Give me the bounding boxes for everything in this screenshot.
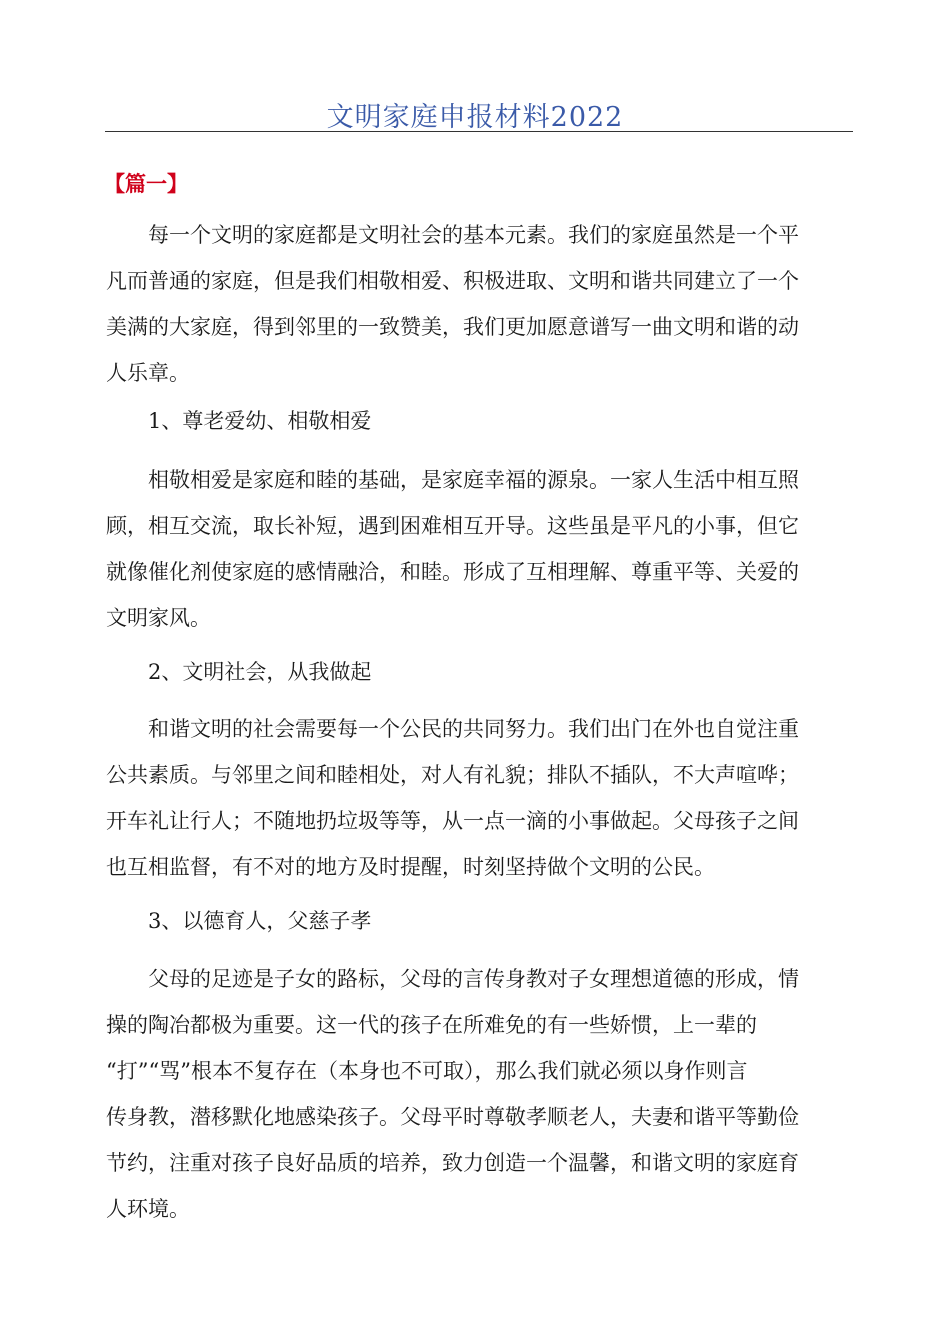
paragraph-line: 人环境。 [106, 1197, 190, 1221]
paragraph-line: 相敬相爱是家庭和睦的基础，是家庭幸福的源泉。一家人生活中相互照 [148, 468, 799, 492]
paragraph-line: 公共素质。与邻里之间和睦相处，对人有礼貌；排队不插队，不大声喧哗； [106, 763, 799, 787]
title-underline [105, 131, 853, 132]
subheading-3: 3、以德育人，父慈子孝 [148, 909, 372, 933]
paragraph-virtue [106, 956, 846, 1232]
paragraph-line: 文明家风。 [106, 606, 211, 630]
paragraph-civility [106, 706, 846, 890]
subheading-2: 2、文明社会，从我做起 [148, 660, 372, 684]
paragraph-line: 人乐章。 [106, 361, 190, 385]
paragraph-respect [106, 457, 846, 641]
paragraph-line: 顾，相互交流，取长补短，遇到困难相互开导。这些虽是平凡的小事，但它 [106, 514, 799, 538]
paragraph-line: 传身教，潜移默化地感染孩子。父母平时尊敬孝顺老人，夫妻和谐平等勤俭 [106, 1105, 799, 1129]
document-title: 文明家庭申报材料2022 [326, 102, 624, 133]
paragraph-line: 就像催化剂使家庭的感情融洽，和睦。形成了互相理解、尊重平等、关爱的 [106, 560, 799, 584]
paragraph-line: 开车礼让行人；不随地扔垃圾等等，从一点一滴的小事做起。父母孩子之间 [106, 809, 799, 833]
paragraph-line: 和谐文明的社会需要每一个公民的共同努力。我们出门在外也自觉注重 [148, 717, 799, 741]
paragraph-line: 每一个文明的家庭都是文明社会的基本元素。我们的家庭虽然是一个平 [148, 223, 799, 247]
paragraph-line: 父母的足迹是子女的路标，父母的言传身教对子女理想道德的形成，情 [148, 967, 799, 991]
paragraph-line: 也互相监督，有不对的地方及时提醒，时刻坚持做个文明的公民。 [106, 855, 715, 879]
paragraph-line: 美满的大家庭，得到邻里的一致赞美，我们更加愿意谱写一曲文明和谐的动 [106, 315, 799, 339]
paragraph-line: 凡而普通的家庭，但是我们相敬相爱、积极进取、文明和谐共同建立了一个 [106, 269, 799, 293]
paragraph-line: 节约，注重对孩子良好品质的培养，致力创造一个温馨，和谐文明的家庭育 [106, 1151, 799, 1175]
section-label: 【篇一】 [104, 172, 188, 196]
paragraph-line: 操的陶冶都极为重要。这一代的孩子在所难免的有一些娇惯，上一辈的 [106, 1013, 757, 1037]
paragraph-line: “打”“骂”根本不复存在（本身也不可取），那么我们就必须以身作则言 [106, 1059, 748, 1083]
subheading-1: 1、尊老爱幼、相敬相爱 [148, 409, 372, 433]
paragraph-intro [106, 212, 846, 396]
